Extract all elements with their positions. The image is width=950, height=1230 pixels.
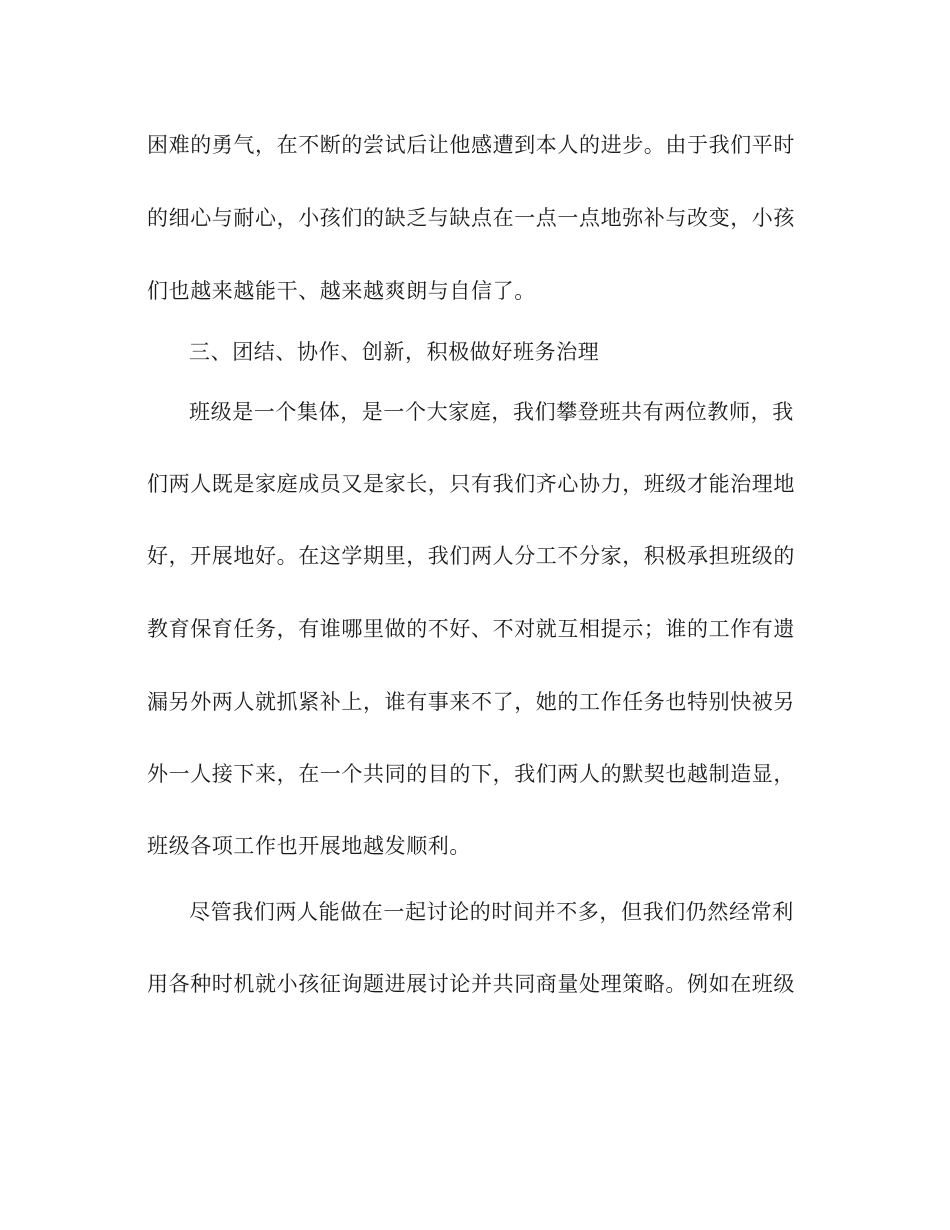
paragraph-line: 们也越来越能干、越来越爽朗与自信了。 bbox=[147, 279, 536, 303]
paragraph-line: 班级是一个集体，是一个大家庭，我们攀登班共有两位教师，我 bbox=[189, 400, 794, 424]
paragraph-line: 漏另外两人就抓紧补上，谁有事来不了，她的工作任务也特别快被另 bbox=[147, 690, 795, 714]
paragraph-line: 困难的勇气，在不断的尝试后让他感遭到本人的进步。由于我们平时 bbox=[147, 133, 795, 157]
paragraph-line: 好，开展地好。在这学期里，我们两人分工不分家，积极承担班级的 bbox=[147, 544, 795, 568]
paragraph-line: 班级各项工作也开展地越发顺利。 bbox=[147, 834, 471, 858]
section-heading: 三、团结、协作、创新，积极做好班务治理 bbox=[189, 340, 600, 364]
paragraph-line: 教育保育任务，有谁哪里做的不好、不对就互相提示；谁的工作有遗 bbox=[147, 617, 795, 641]
paragraph-line: 的细心与耐心，小孩们的缺乏与缺点在一点一点地弥补与改变，小孩 bbox=[147, 206, 795, 230]
paragraph-line: 尽管我们两人能做在一起讨论的时间并不多，但我们仍然经常利 bbox=[189, 900, 794, 924]
paragraph-line: 用各种时机就小孩征询题进展讨论并共同商量处理策略。例如在班级 bbox=[147, 972, 795, 996]
paragraph-line: 外一人接下来，在一个共同的目的下，我们两人的默契也越制造显， bbox=[147, 762, 795, 786]
paragraph-line: 们两人既是家庭成员又是家长，只有我们齐心协力，班级才能治理地 bbox=[147, 472, 795, 496]
